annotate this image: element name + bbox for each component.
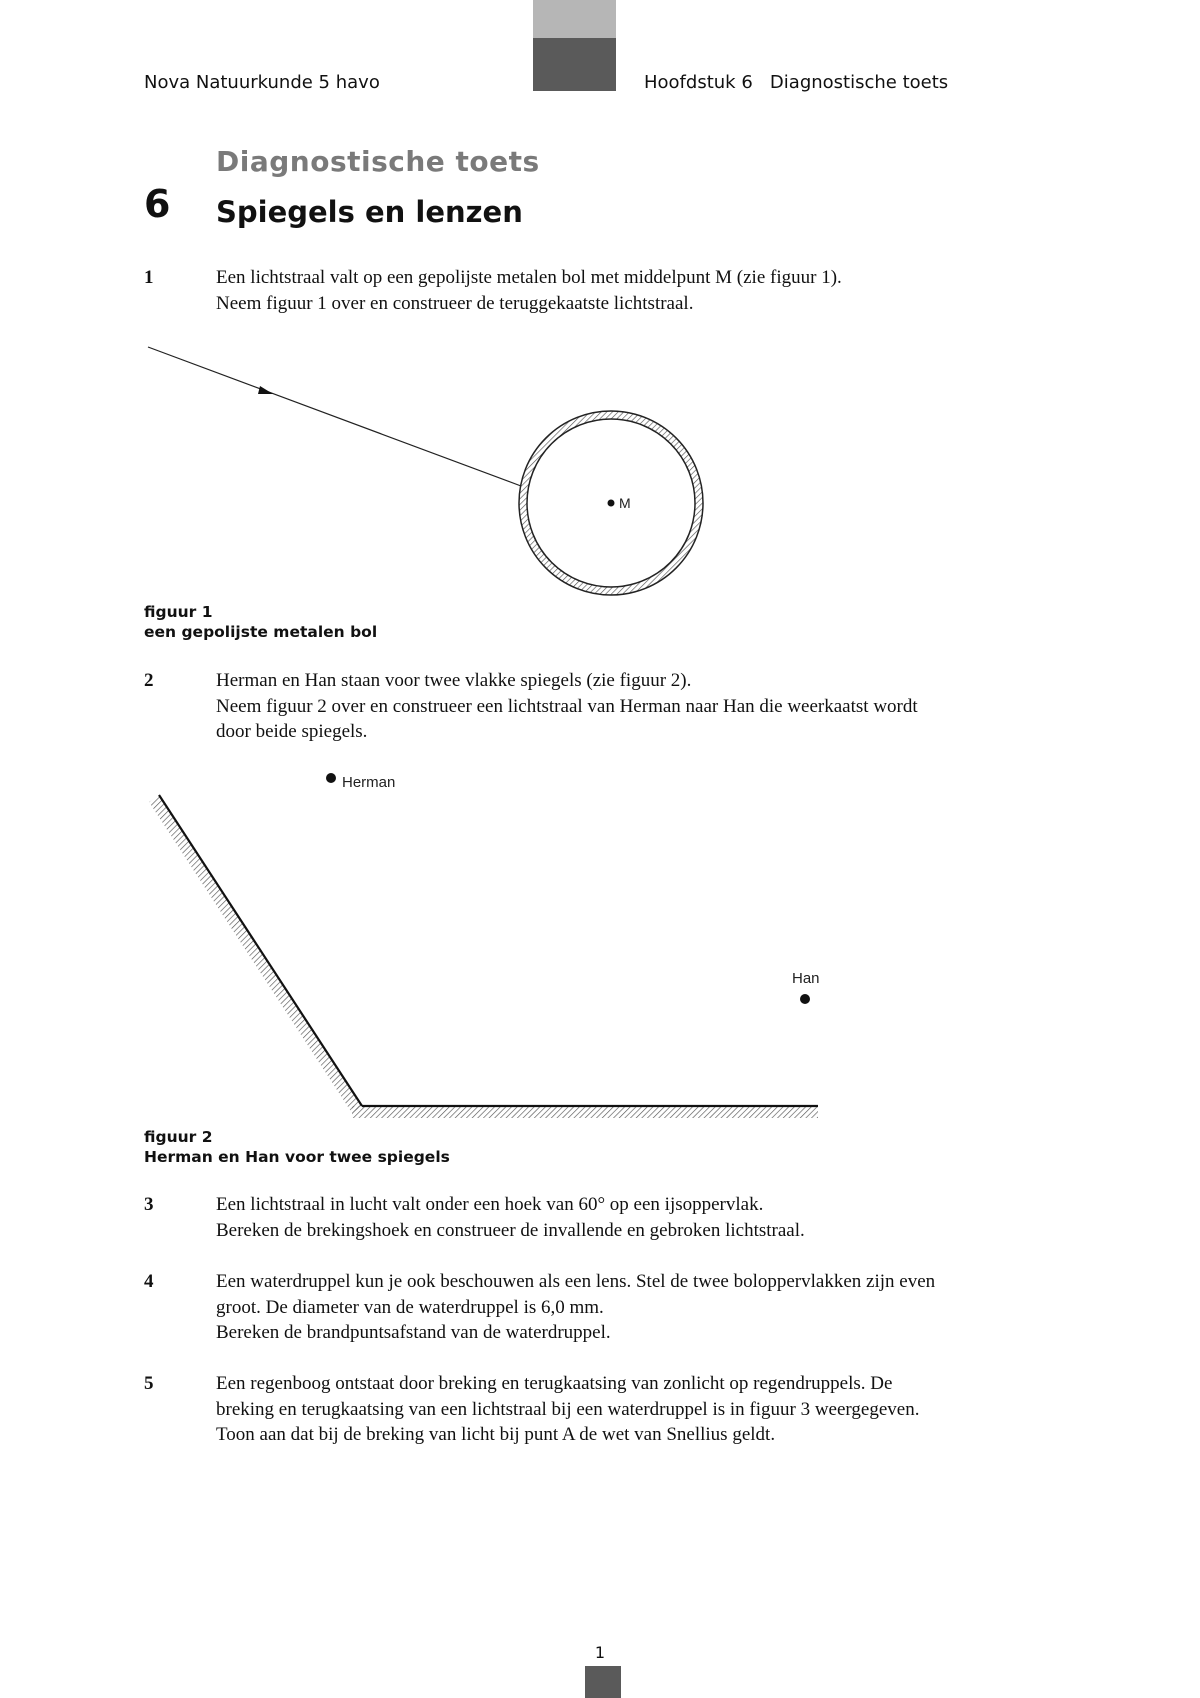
figure-2-diagram <box>149 773 820 1118</box>
floor-mirror-hatch <box>352 1106 818 1118</box>
question-line: breking en terugkaatsing van een lichtstraal bij een waterdruppel is in figuur 3 weergegeven. <box>216 1398 920 1420</box>
center-label-m: M <box>619 495 631 511</box>
question-number: 5 <box>144 1373 154 1394</box>
question-number: 3 <box>144 1194 154 1215</box>
chapter-number: 6 <box>144 182 171 226</box>
question-line: Neem figuur 2 over en construeer een lichtstraal van Herman naar Han die weerkaatst wordt <box>216 695 918 717</box>
question-line: Bereken de brandpuntsafstand van de waterdruppel. <box>216 1322 611 1343</box>
han-position-dot <box>800 994 810 1004</box>
question-number: 4 <box>144 1271 154 1292</box>
question-line: Bereken de brekingshoek en construeer de invallende en gebroken lichtstraal. <box>216 1219 805 1241</box>
question-text <box>216 1269 1076 1346</box>
question-text <box>216 1371 1076 1448</box>
herman-position-dot <box>326 773 336 783</box>
header-book-title: Nova Natuurkunde 5 havo <box>144 72 380 93</box>
figure-1-caption-title: figuur 1 <box>144 603 213 621</box>
question-line: Neem figuur 1 over en construeer de teruggekaatste lichtstraal. <box>216 292 694 314</box>
chapter-title: Spiegels en lenzen <box>216 195 523 229</box>
figure-1-diagram <box>148 347 703 595</box>
figure-2-caption-title: figuur 2 <box>144 1128 213 1146</box>
slanted-mirror <box>159 795 362 1106</box>
slanted-mirror-hatch <box>149 795 362 1113</box>
han-label: Han <box>792 970 820 987</box>
incident-light-ray <box>148 347 521 486</box>
question-text <box>216 1192 1076 1243</box>
figure-2-caption-text: Herman en Han voor twee spiegels <box>144 1148 450 1166</box>
footer-tab <box>585 1666 621 1698</box>
figure-1-caption <box>144 602 377 642</box>
figure-1-caption-text: een gepolijste metalen bol <box>144 623 378 641</box>
question-line: Herman en Han staan voor twee vlakke spiegels (zie figuur 2). <box>216 670 692 691</box>
figure-2-caption <box>144 1127 450 1167</box>
question-line: groot. De diameter van de waterdruppel is 6,0 mm. <box>216 1296 604 1318</box>
center-point-m <box>608 500 615 507</box>
header-chapter-info: Hoofdstuk 6 Diagnostische toets <box>644 72 949 93</box>
question-line: door beide spiegels. <box>216 721 368 742</box>
page-number: 1 <box>594 1643 606 1662</box>
question-line: Een lichtstraal in lucht valt onder een hoek van 60° op een ijsoppervlak. <box>216 1194 764 1215</box>
question-line: Een lichtstraal valt op een gepolijste metalen bol met middelpunt M (zie figuur 1). <box>216 267 842 288</box>
question-line: Een waterdruppel kun je ook beschouwen als een lens. Stel de twee boloppervlakken zijn even <box>216 1271 936 1292</box>
question-number: 2 <box>144 670 154 691</box>
chapter-label: Diagnostische toets <box>216 145 540 178</box>
question-line: Een regenboog ontstaat door breking en terugkaatsing van zonlicht op regendruppels. De <box>216 1373 893 1394</box>
herman-label: Herman <box>342 774 396 791</box>
question-number: 1 <box>144 267 154 288</box>
question-text <box>216 668 1076 745</box>
question-line: Toon aan dat bij de breking van licht bij punt A de wet van Snellius geldt. <box>216 1424 776 1445</box>
ray-direction-arrow <box>258 386 273 394</box>
